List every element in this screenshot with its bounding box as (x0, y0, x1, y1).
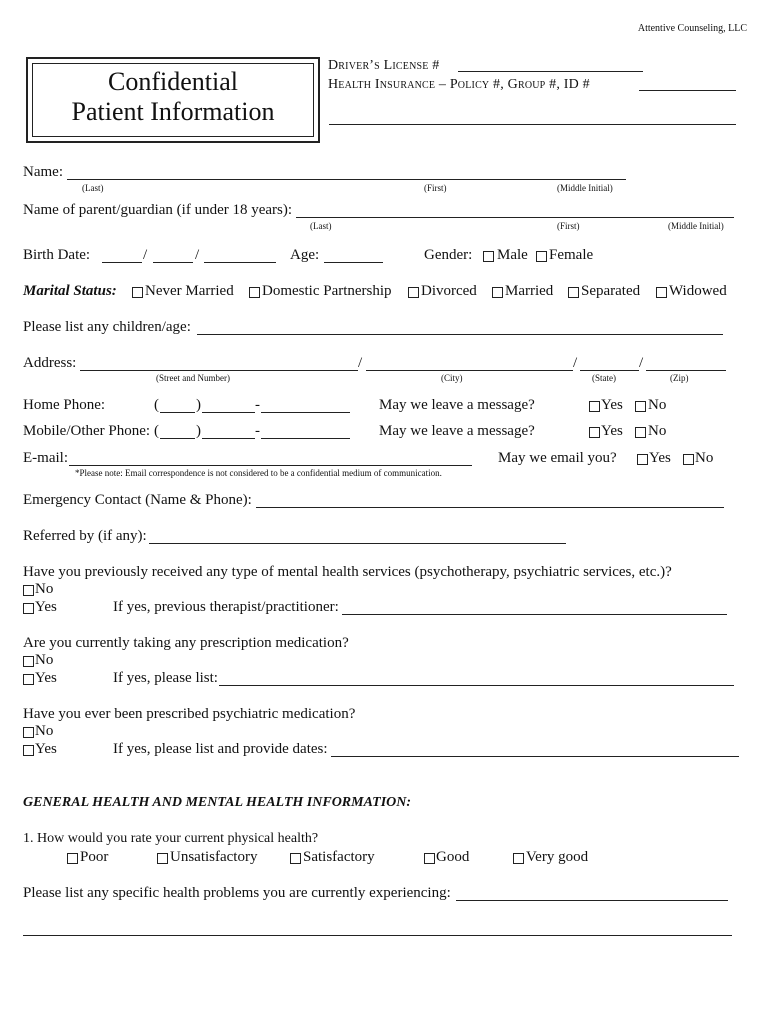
previous-therapist-field[interactable] (342, 614, 727, 615)
email-no-label: No (695, 450, 714, 466)
physical-health-question: 1. How would you rate your current physical health? (23, 831, 319, 846)
name-field[interactable] (67, 179, 626, 180)
marital-never-married-label: Never Married (145, 283, 234, 299)
mobile-phone-area-open: ( (154, 423, 159, 439)
form-title-line2: Patient Information (71, 97, 275, 126)
email-field[interactable] (69, 465, 472, 466)
home-phone-label: Home Phone: (23, 397, 106, 413)
mobile-message-no-label: No (648, 423, 667, 439)
city-caption: (City) (441, 373, 463, 383)
psychiatric-question: Have you ever been prescribed psychiatric medication? (23, 706, 356, 722)
email-label: E-mail: (23, 450, 68, 466)
medication-followup-label: If yes, please list: (113, 670, 218, 686)
marital-status-label: Marital Status: (23, 283, 117, 299)
services-no-checkbox[interactable] (23, 585, 34, 596)
home-phone-area-field[interactable] (160, 412, 195, 413)
guardian-middle-caption: (Middle Initial) (668, 221, 724, 231)
state-caption: (State) (592, 373, 616, 383)
marital-married-label: Married (505, 283, 554, 299)
psychiatric-no-label: No (35, 723, 54, 739)
age-field[interactable] (324, 262, 383, 263)
marital-widowed-checkbox[interactable] (656, 287, 667, 298)
marital-domestic-partnership-checkbox[interactable] (249, 287, 260, 298)
mobile-phone-label: Mobile/Other Phone: (23, 423, 151, 439)
health-satisfactory-checkbox[interactable] (290, 853, 301, 864)
health-problems-field[interactable] (456, 900, 728, 901)
medication-list-field[interactable] (219, 685, 734, 686)
mobile-message-no-checkbox[interactable] (635, 427, 646, 438)
birth-date-label: Birth Date: (23, 247, 91, 263)
mobile-phone-dash: - (255, 423, 260, 439)
home-phone-line-field[interactable] (261, 412, 350, 413)
street-field[interactable] (80, 370, 358, 371)
gender-male-checkbox[interactable] (483, 251, 494, 262)
marital-separated-checkbox[interactable] (568, 287, 579, 298)
marital-married-checkbox[interactable] (492, 287, 503, 298)
psychiatric-no-checkbox[interactable] (23, 727, 34, 738)
emergency-contact-field[interactable] (256, 507, 724, 508)
medication-no-label: No (35, 652, 54, 668)
home-message-yes-checkbox[interactable] (589, 401, 600, 412)
mobile-phone-area-close: ) (196, 423, 201, 439)
home-message-no-checkbox[interactable] (635, 401, 646, 412)
age-label: Age: (290, 247, 320, 263)
guardian-label: Name of parent/guardian (if under 18 years): (23, 202, 293, 218)
drivers-license-label: Driver’s License # (328, 58, 440, 73)
guardian-name-field[interactable] (296, 217, 734, 218)
health-problems-label: Please list any specific health problems you are currently experiencing: (23, 885, 451, 901)
drivers-license-field[interactable] (458, 71, 643, 72)
services-yes-checkbox[interactable] (23, 603, 34, 614)
mobile-phone-prefix-field[interactable] (202, 438, 255, 439)
address-label: Address: (23, 355, 77, 371)
section-heading: GENERAL HEALTH AND MENTAL HEALTH INFORMATION: (23, 795, 412, 810)
name-middle-caption: (Middle Initial) (557, 183, 613, 193)
health-problems-field-line2[interactable] (23, 935, 732, 936)
health-poor-label: Poor (80, 849, 109, 865)
marital-divorced-label: Divorced (421, 283, 477, 299)
children-label: Please list any children/age: (23, 319, 191, 335)
home-phone-dash: - (255, 397, 260, 413)
guardian-last-caption: (Last) (310, 221, 332, 231)
address-separator: / (573, 355, 578, 371)
email-yes-checkbox[interactable] (637, 454, 648, 465)
emergency-contact-label: Emergency Contact (Name & Phone): (23, 492, 252, 508)
gender-female-checkbox[interactable] (536, 251, 547, 262)
guardian-first-caption: (First) (557, 221, 580, 231)
health-poor-checkbox[interactable] (67, 853, 78, 864)
street-caption: (Street and Number) (156, 373, 230, 383)
email-yes-label: Yes (649, 450, 671, 466)
medication-yes-checkbox[interactable] (23, 674, 34, 685)
name-first-caption: (First) (424, 183, 447, 193)
address-separator: / (639, 355, 644, 371)
email-no-checkbox[interactable] (683, 454, 694, 465)
home-message-question: May we leave a message? (379, 397, 535, 413)
health-good-label: Good (436, 849, 470, 865)
gender-label: Gender: (424, 247, 473, 263)
marital-separated-label: Separated (581, 283, 641, 299)
health-insurance-label: Health Insurance – Policy #, Group #, ID # (328, 77, 590, 92)
gender-female-label: Female (549, 247, 594, 263)
services-followup-label: If yes, previous therapist/practitioner: (113, 599, 339, 615)
health-insurance-field-line2[interactable] (329, 124, 736, 125)
zip-caption: (Zip) (670, 373, 689, 383)
services-question: Have you previously received any type of mental health services (psychotherapy, psychiatric services, etc.)? (23, 564, 672, 580)
marital-widowed-label: Widowed (669, 283, 727, 299)
psychiatric-followup-label: If yes, please list and provide dates: (113, 741, 328, 757)
psychiatric-medication-field[interactable] (331, 756, 739, 757)
medication-question: Are you currently taking any prescription medication? (23, 635, 349, 651)
health-unsatisfactory-label: Unsatisfactory (170, 849, 258, 865)
medication-no-checkbox[interactable] (23, 656, 34, 667)
services-yes-label: Yes (35, 599, 57, 615)
psychiatric-yes-checkbox[interactable] (23, 745, 34, 756)
name-label: Name: (23, 164, 63, 180)
organization-name: Attentive Counseling, LLC (637, 23, 747, 34)
birth-month-field[interactable] (102, 262, 142, 263)
home-phone-area-open: ( (154, 397, 159, 413)
birth-date-separator: / (143, 247, 148, 263)
form-title-line1: Confidential (108, 67, 238, 96)
birth-year-field[interactable] (204, 262, 276, 263)
email-privacy-note: *Please note: Email correspondence is not considered to be a confidential medium of communication. (75, 468, 442, 478)
city-field[interactable] (366, 370, 573, 371)
health-insurance-field[interactable] (639, 90, 736, 91)
children-field[interactable] (197, 334, 723, 335)
health-good-checkbox[interactable] (424, 853, 435, 864)
email-permission-question: May we email you? (498, 450, 617, 466)
mobile-phone-line-field[interactable] (261, 438, 350, 439)
health-very-good-checkbox[interactable] (513, 853, 524, 864)
referred-by-field[interactable] (149, 543, 566, 544)
gender-male-label: Male (497, 247, 528, 263)
marital-domestic-partnership-label: Domestic Partnership (262, 283, 392, 299)
medication-yes-label: Yes (35, 670, 57, 686)
mobile-message-yes-label: Yes (601, 423, 623, 439)
birth-date-separator: / (195, 247, 200, 263)
mobile-message-yes-checkbox[interactable] (589, 427, 600, 438)
title-box (26, 57, 320, 143)
marital-divorced-checkbox[interactable] (408, 287, 419, 298)
zip-field[interactable] (646, 370, 726, 371)
health-unsatisfactory-checkbox[interactable] (157, 853, 168, 864)
mobile-phone-area-field[interactable] (160, 438, 195, 439)
address-separator: / (358, 355, 363, 371)
mobile-message-question: May we leave a message? (379, 423, 535, 439)
name-last-caption: (Last) (82, 183, 104, 193)
health-very-good-label: Very good (526, 849, 589, 865)
home-phone-area-close: ) (196, 397, 201, 413)
home-message-yes-label: Yes (601, 397, 623, 413)
services-no-label: No (35, 581, 54, 597)
home-phone-prefix-field[interactable] (202, 412, 255, 413)
birth-day-field[interactable] (153, 262, 193, 263)
marital-never-married-checkbox[interactable] (132, 287, 143, 298)
home-message-no-label: No (648, 397, 667, 413)
referred-by-label: Referred by (if any): (23, 528, 147, 544)
health-satisfactory-label: Satisfactory (303, 849, 375, 865)
state-field[interactable] (580, 370, 639, 371)
psychiatric-yes-label: Yes (35, 741, 57, 757)
